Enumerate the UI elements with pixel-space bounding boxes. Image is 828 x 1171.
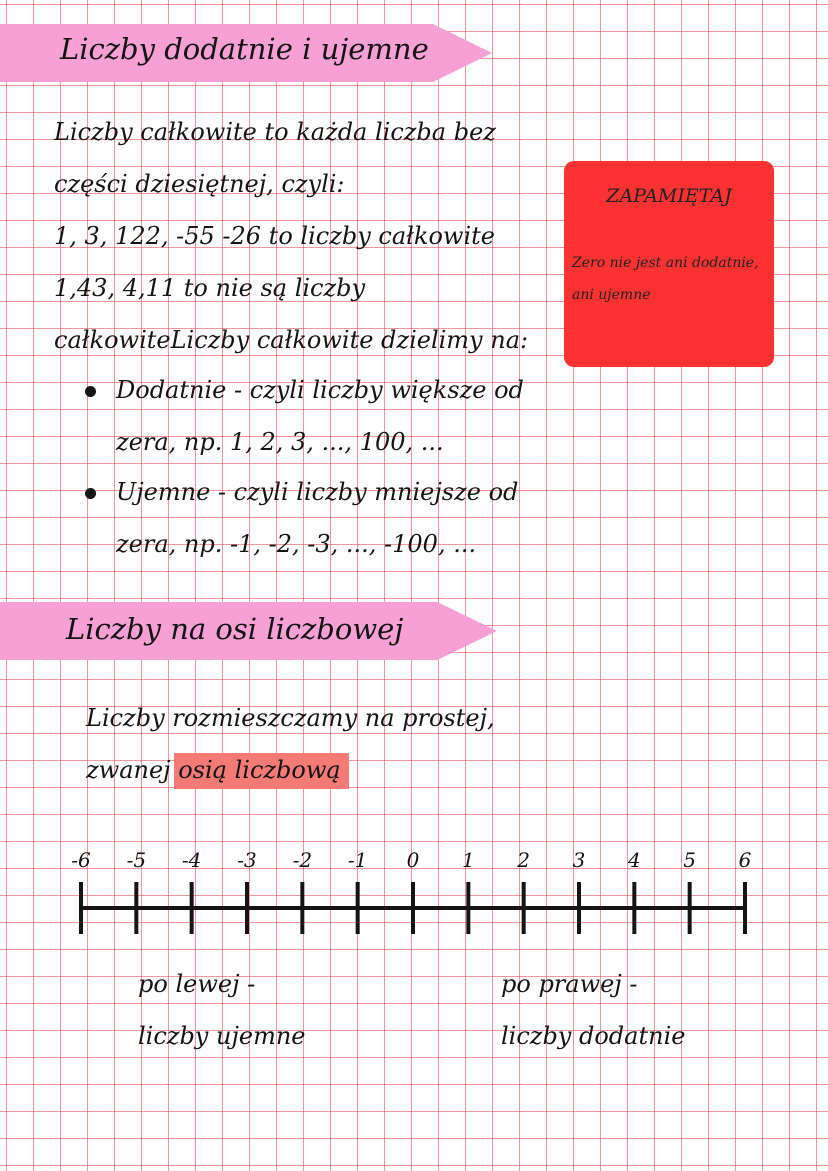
- bullet-negative-line-2: zera, np. -1, -2, -3, ..., -100, ...: [116, 530, 477, 558]
- paragraph-line-5: całkowiteLiczby całkowite dzielimy na:: [54, 326, 529, 354]
- note-title: ZAPAMIĘTAJ: [606, 185, 732, 207]
- tick-label: -4: [181, 848, 202, 872]
- intro-highlight-text: osią liczbową: [178, 756, 341, 784]
- intro-line-1: Liczby rozmieszczamy na prostej,: [86, 704, 495, 732]
- bullet-dot: [85, 386, 96, 397]
- intro-prefix: zwanej: [86, 756, 179, 784]
- number-line: [0, 840, 828, 950]
- remember-note: [564, 161, 774, 367]
- right-label-line-2: liczby dodatnie: [501, 1022, 686, 1050]
- bullet-positive-line-2: zera, np. 1, 2, 3, ..., 100, ...: [116, 428, 444, 456]
- tick-label: -5: [126, 848, 147, 872]
- tick-label: -3: [237, 848, 257, 872]
- bullet-negative-line-1: Ujemne - czyli liczby mniejsze od: [116, 478, 519, 506]
- note-text: Zero nie jest ani dodatnie, ani ujemne: [572, 255, 759, 303]
- section-title-2: Liczby na osi liczbowej: [66, 612, 404, 646]
- bullet-positive-line-1: Dodatnie - czyli liczby większe od: [116, 376, 524, 404]
- tick-label: 1: [461, 848, 475, 872]
- section-title-1: Liczby dodatnie i ujemne: [60, 32, 429, 66]
- tick-label: -2: [292, 848, 313, 872]
- tick-label: 6: [738, 848, 752, 872]
- left-label-line-1: po lewej -: [138, 970, 256, 998]
- tick-label: 2: [517, 848, 531, 872]
- tick-label: 5: [683, 848, 697, 872]
- paragraph-line-2: części dziesiętnej, czyli:: [54, 170, 345, 198]
- tick-label: -1: [347, 848, 368, 872]
- tick-label: 4: [627, 848, 641, 872]
- right-label-line-1: po prawej -: [501, 970, 638, 998]
- bullet-dot: [85, 488, 96, 499]
- tick-label: -6: [71, 848, 91, 872]
- left-label-line-2: liczby ujemne: [138, 1022, 306, 1050]
- paragraph-line-1: Liczby całkowite to każda liczba bez: [54, 118, 496, 146]
- paragraph-line-4: 1,43, 4,11 to nie są liczby: [54, 274, 366, 302]
- intro-line-2: [86, 756, 341, 784]
- tick-label: 3: [572, 848, 586, 872]
- tick-label: 0: [406, 848, 420, 872]
- paragraph-line-3: 1, 3, 122, -55 -26 to liczby całkowite: [54, 222, 495, 250]
